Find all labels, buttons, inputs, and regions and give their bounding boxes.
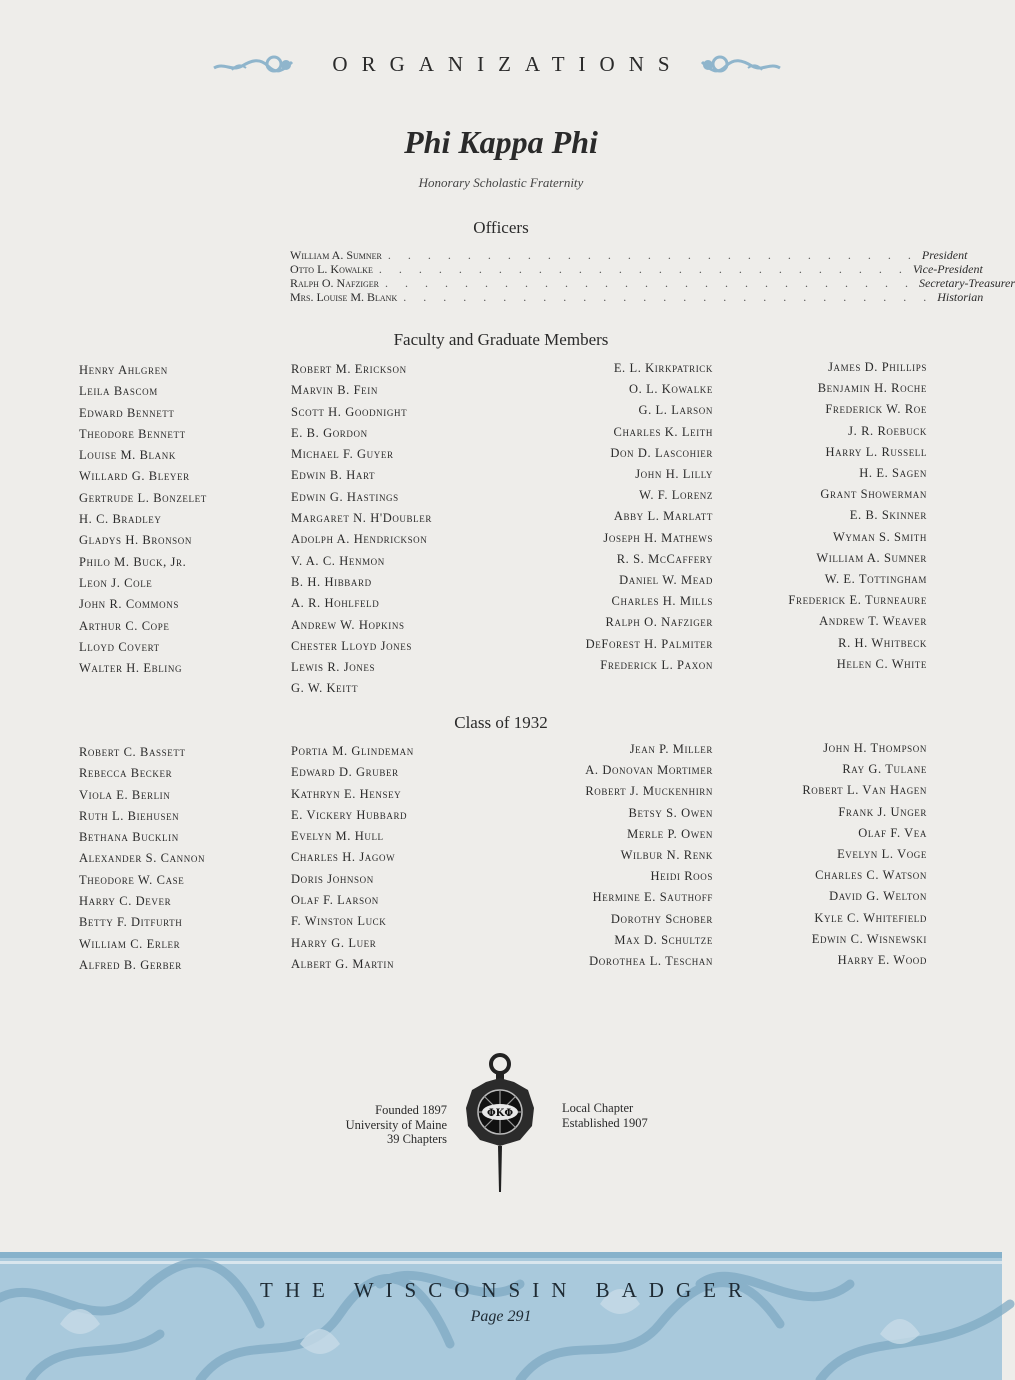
member-name: Theodore W. Case (79, 872, 185, 887)
member-name: Theodore Bennett (79, 426, 186, 441)
member-name: Gertrude L. Bonzelet (79, 490, 207, 505)
member-name: Robert M. Erickson (291, 362, 407, 376)
member-name: Frederick L. Paxon (600, 657, 713, 672)
member-name: V. A. C. Henmon (291, 553, 385, 568)
member-name: Margaret N. H'Doubler (291, 511, 432, 526)
member-name: Edwin G. Hastings (291, 489, 399, 504)
section-title: ORGANIZATIONS (332, 52, 684, 76)
member-name: Leon J. Cole (79, 575, 153, 590)
page-subtitle: Honorary Scholastic Fraternity (418, 175, 584, 190)
member-name: Joseph H. Mathews (603, 530, 713, 545)
dot-leader: . . . . . . . . . . . . . . . . . . . . . . . . . . . (385, 276, 916, 290)
member-name: Viola E. Berlin (79, 787, 171, 802)
member-name: Kyle C. Whitefield (814, 910, 927, 925)
member-name: DeForest H. Palmiter (585, 636, 713, 651)
class-column-2 (291, 741, 414, 975)
dot-leader: . . . . . . . . . . . . . . . . . . . . . . . . . . . (378, 262, 909, 276)
member-name: William C. Erler (79, 936, 181, 951)
member-name: G. L. Larson (638, 403, 713, 418)
local-chapter-info (562, 1101, 722, 1130)
member-name: R. S. McCaffery (616, 551, 713, 566)
officer-row (290, 290, 984, 304)
member-name: R. H. Whitbeck (838, 635, 927, 650)
page-header (0, 50, 1002, 80)
member-name: Ruth L. Biehusen (79, 808, 180, 823)
member-name: Doris Johnson (291, 871, 374, 886)
member-name: Harry C. Dever (79, 894, 172, 909)
member-name: Charles C. Watson (815, 868, 927, 883)
member-name: Henry Ahlgren (79, 363, 168, 377)
founded-line: 39 Chapters (386, 1132, 447, 1146)
officer-row (290, 262, 983, 276)
member-name: Robert L. Van Hagen (802, 783, 927, 798)
member-name: Olaf F. Vea (858, 825, 927, 840)
member-name: William A. Sumner (816, 550, 927, 565)
member-name: Grant Showerman (820, 487, 927, 502)
member-name: John R. Commons (79, 597, 179, 612)
member-name: Don D. Lascohier (610, 445, 713, 460)
local-line: Local Chapter (562, 1101, 634, 1115)
member-name: E. L. Kirkpatrick (613, 361, 713, 375)
faculty-heading: Faculty and Graduate Members (393, 330, 609, 349)
member-name: E. B. Gordon (291, 425, 368, 440)
member-name: Evelyn M. Hull (291, 829, 384, 844)
footer-rule (0, 1252, 1002, 1258)
member-name: Charles H. Jagow (291, 850, 396, 865)
member-name: Portia M. Glindeman (291, 744, 414, 758)
member-name: Albert G. Martin (291, 956, 395, 971)
member-name: John H. Thompson (823, 741, 927, 755)
member-name: Jean P. Miller (629, 742, 713, 756)
founded-line: University of Maine (345, 1117, 447, 1132)
officer-row (290, 248, 968, 262)
class-heading: Class of 1932 (454, 713, 548, 732)
officer-row (290, 276, 1015, 290)
key-letters: ΦΚΦ (486, 1108, 514, 1119)
member-name: W. F. Lorenz (639, 488, 713, 503)
faculty-column-4 (700, 357, 927, 675)
member-name: Abby L. Marlatt (613, 509, 713, 524)
member-name: W. E. Tottingham (824, 572, 927, 587)
member-name: Max D. Schultze (614, 932, 713, 947)
member-name: Edwin B. Hart (291, 468, 376, 483)
member-name: E. B. Skinner (849, 508, 927, 523)
member-name: Ralph O. Nafziger (605, 615, 713, 630)
class-column-4 (700, 738, 927, 971)
member-name: Olaf F. Larson (291, 893, 379, 908)
member-name: Lewis R. Jones (291, 660, 376, 675)
member-name: O. L. Kowalke (629, 382, 713, 397)
page-title: Phi Kappa Phi (404, 124, 598, 160)
member-name: Frederick E. Turneaure (788, 593, 927, 608)
member-name: David G. Welton (829, 889, 927, 904)
member-name: B. H. Hibbard (291, 574, 372, 589)
member-name: Evelyn L. Voge (837, 847, 927, 862)
member-name: Betty F. Ditfurth (79, 915, 183, 930)
member-name: Andrew T. Weaver (819, 614, 927, 629)
member-name: J. R. Roebuck (848, 423, 927, 438)
member-name: Daniel W. Mead (619, 573, 713, 588)
member-name: Ray G. Tulane (842, 762, 927, 777)
scroll-ornament-right-icon (700, 54, 782, 76)
member-name: Louise M. Blank (79, 448, 176, 463)
member-name: Hermine E. Sauthoff (592, 890, 713, 905)
footer-title: THE WISCONSIN BADGER (260, 1278, 754, 1302)
officer-title: President (921, 248, 968, 262)
member-name: Frank J. Unger (838, 804, 927, 819)
member-name: Harry G. Luer (291, 935, 377, 950)
member-name: Walter H. Ebling (79, 661, 183, 676)
member-name: Bethana Bucklin (79, 830, 179, 845)
member-name: Dorothy Schober (610, 911, 713, 926)
member-name: Gladys H. Bronson (79, 533, 192, 548)
member-name: Willard G. Bleyer (79, 469, 190, 484)
member-name: H. C. Bradley (79, 512, 162, 527)
member-name: Arthur C. Cope (79, 618, 170, 633)
faculty-column-1 (79, 360, 207, 679)
member-name: Chester Lloyd Jones (291, 638, 412, 653)
member-name: Adolph A. Hendrickson (291, 532, 428, 547)
member-name: A. Donovan Mortimer (585, 763, 713, 778)
officers-heading: Officers (473, 218, 529, 237)
officer-title: Vice-President (912, 262, 983, 276)
member-name: Helen C. White (836, 656, 927, 671)
member-name: Marvin B. Fein (291, 383, 378, 398)
faculty-column-2 (291, 359, 432, 700)
member-name: Edward Bennett (79, 405, 175, 420)
member-name: Dorothea L. Teschan (589, 954, 713, 969)
member-name: Merle P. Owen (627, 826, 713, 841)
member-name: Michael F. Guyer (291, 447, 394, 462)
member-name: Harry L. Russell (825, 444, 927, 459)
page-footer (0, 1252, 1002, 1380)
member-name: Harry E. Wood (837, 953, 927, 968)
officer-name: William A. Sumner (290, 248, 382, 262)
dot-leader: . . . . . . . . . . . . . . . . . . . . . . . . . . . (387, 248, 918, 262)
member-name: Andrew W. Hopkins (291, 617, 405, 632)
faculty-column-3 (480, 358, 713, 676)
officers-list (290, 248, 1015, 304)
local-line: Established 1907 (562, 1115, 648, 1130)
member-name: Charles H. Mills (611, 594, 713, 609)
member-name: Alfred B. Gerber (79, 957, 182, 972)
member-name: Leila Bascom (79, 384, 158, 399)
member-name: Frederick W. Roe (825, 402, 927, 417)
class-column-1 (79, 742, 205, 976)
member-name: James D. Phillips (828, 360, 927, 374)
member-name: Lloyd Covert (79, 639, 160, 654)
member-name: Robert J. Muckenhirn (585, 784, 713, 799)
fraternity-key-icon (462, 1052, 538, 1194)
member-name: Charles K. Leith (613, 424, 713, 439)
member-name: Edwin C. Wisnewski (811, 931, 927, 946)
officer-title: Historian (937, 290, 984, 304)
officer-name: Mrs. Louise M. Blank (290, 290, 398, 304)
member-name: Robert C. Bassett (79, 745, 186, 759)
member-name: Benjamin H. Roche (817, 381, 927, 396)
member-name: Wyman S. Smith (833, 529, 927, 544)
founded-line: Founded 1897 (375, 1103, 447, 1117)
officer-name: Ralph O. Nafziger (290, 276, 380, 290)
founded-info (300, 1103, 447, 1147)
member-name: Scott H. Goodnight (291, 404, 408, 419)
member-name: G. W. Keitt (291, 681, 359, 696)
member-name: H. E. Sagen (859, 466, 927, 481)
member-name: E. Vickery Hubbard (291, 807, 408, 822)
officer-title: Secretary-Treasurer (919, 276, 1015, 290)
page-number: Page 291 (470, 1308, 532, 1325)
member-name: John H. Lilly (635, 467, 713, 482)
member-name: Betsy S. Owen (628, 805, 713, 820)
dot-leader: . . . . . . . . . . . . . . . . . . . . . . . . . . . (403, 290, 934, 304)
member-name: Philo M. Buck, Jr. (79, 554, 187, 569)
class-column-3 (480, 739, 713, 972)
member-name: Alexander S. Cannon (79, 851, 206, 866)
member-name: Wilbur N. Renk (620, 848, 713, 863)
member-name: A. R. Hohlfeld (291, 596, 380, 611)
member-name: Edward D. Gruber (291, 765, 399, 780)
member-name: Rebecca Becker (79, 766, 173, 781)
member-name: Kathryn E. Hensey (291, 786, 402, 801)
member-name: Heidi Roos (650, 869, 713, 884)
officer-name: Otto L. Kowalke (290, 262, 373, 276)
member-name: F. Winston Luck (291, 914, 387, 929)
